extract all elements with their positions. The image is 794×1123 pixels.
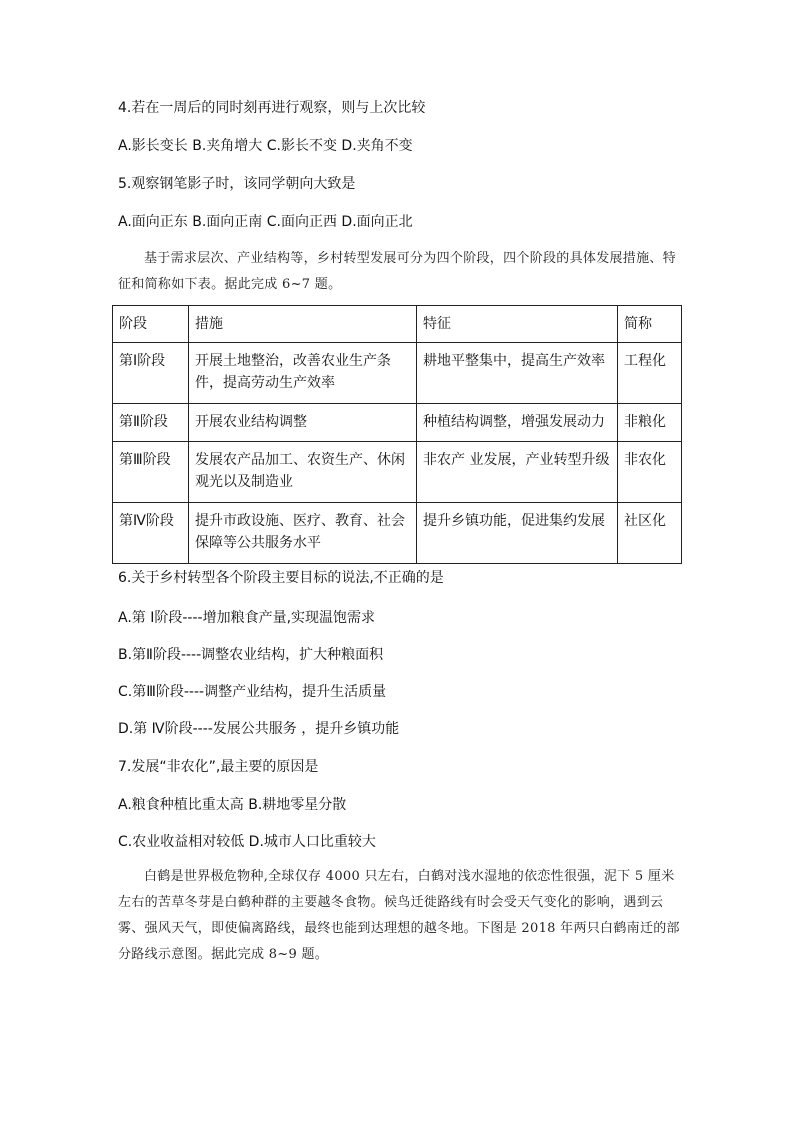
table-header-row bbox=[113, 306, 682, 343]
q7-stem: 7.发展“非农化”,最主要的原因是 bbox=[118, 759, 319, 775]
table-cell: 非农化 bbox=[618, 442, 682, 503]
table-cell: 社区化 bbox=[618, 503, 682, 564]
table-cell: 种植结构调整，增强发展动力 bbox=[417, 404, 618, 442]
table-row bbox=[113, 442, 682, 503]
table-cell: 非粮化 bbox=[618, 404, 682, 442]
table-cell: 非农产 业发展，产业转型升级 bbox=[417, 442, 618, 503]
table-cell: 提升乡镇功能，促进集约发展 bbox=[417, 503, 618, 564]
table-cell: 提升市政设施、医疗、教育、社会保障等公共服务水平 bbox=[189, 503, 417, 564]
table-cell: 开展农业结构调整 bbox=[189, 404, 417, 442]
q5-stem: 5.观察钢笔影子时，该同学朝向大致是 bbox=[118, 176, 356, 192]
table-row bbox=[113, 404, 682, 442]
q6-option-d: D.第 Ⅳ阶段----发展公共服务 ，提升乡镇功能 bbox=[118, 721, 400, 737]
q6-option-c: C.第Ⅲ阶段----调整产业结构，提升生活质量 bbox=[118, 684, 387, 700]
q6-option-b: B.第Ⅱ阶段----调整农业结构，扩大种粮面积 bbox=[118, 647, 384, 663]
q7-options-cd: C.农业收益相对较低 D.城市人口比重较大 bbox=[118, 834, 376, 850]
table-cell: 第Ⅲ阶段 bbox=[113, 442, 189, 503]
table-cell: 工程化 bbox=[618, 343, 682, 404]
q4-options: A.影长变长 B.夹角增大 C.影长不变 D.夹角不变 bbox=[118, 138, 413, 154]
table-cell: 第Ⅳ阶段 bbox=[113, 503, 189, 564]
table-cell: 耕地平整集中，提高生产效率 bbox=[417, 343, 618, 404]
table-header-cell: 简称 bbox=[618, 306, 682, 343]
table-header-cell: 特征 bbox=[417, 306, 618, 343]
table-row bbox=[113, 503, 682, 564]
table-header-cell: 措施 bbox=[189, 306, 417, 343]
q7-options-ab: A.粮食种植比重太高 B.耕地零星分散 bbox=[118, 797, 347, 813]
table-row bbox=[113, 343, 682, 404]
table-cell: 第Ⅰ阶段 bbox=[113, 343, 189, 404]
table-cell: 第Ⅱ阶段 bbox=[113, 404, 189, 442]
q6-option-a: A.第 Ⅰ阶段----增加粮食产量,实现温饱需求 bbox=[118, 610, 376, 626]
table-cell: 发展农产品加工、农资生产、休闲观光以及制造业 bbox=[189, 442, 417, 503]
table-header-cell: 阶段 bbox=[113, 306, 189, 343]
q5-options: A.面向正东 B.面向正南 C.面向正西 D.面向正北 bbox=[118, 214, 413, 230]
intro-paragraph-8-9: 白鹤是世界极危物种,全球仅存 4000 只左右，白鹤对浅水湿地的依恋性很强，泥下 5 厘米左右的苦草冬芽是白鹤种群的主要越冬食物。候鸟迁徙路线有时会受天气变化的影响，遇到云雾、强风天气，即使偏离路线，最终也能到达理想的越冬地。下图是 2018 年两只白鹤南迁的部分路线示意图。据此完成 8~9 题。 bbox=[118, 869, 680, 962]
q6-stem: 6.关于乡村转型各个阶段主要目标的说法,不正确的是 bbox=[118, 570, 444, 586]
table-cell: 开展土地整治，改善农业生产条件，提高劳动生产效率 bbox=[189, 343, 417, 404]
q4-stem: 4.若在一周后的同时刻再进行观察，则与上次比较 bbox=[118, 100, 426, 116]
intro-paragraph-6-7: 基于需求层次、产业结构等，乡村转型发展可分为四个阶段，四个阶段的具体发展措施、特征和简称如下表。据此完成 6~7 题。 bbox=[118, 251, 677, 292]
stage-table bbox=[112, 305, 682, 564]
